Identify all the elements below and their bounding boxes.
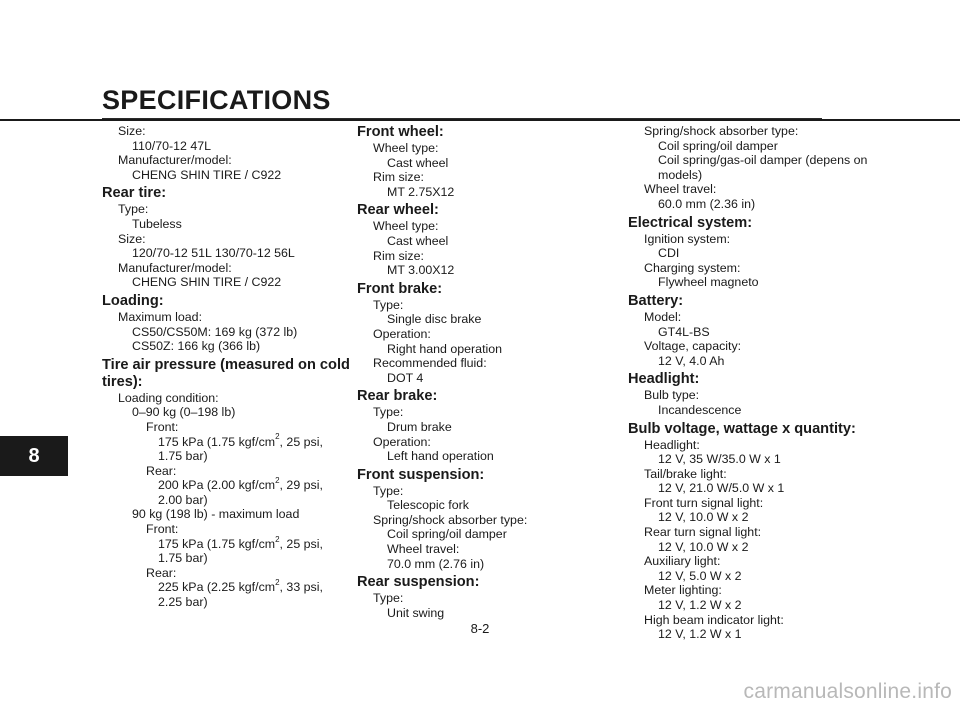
section-heading: Rear tire: <box>102 185 167 202</box>
spec-line: Right hand operation <box>387 341 503 356</box>
spec-line: Wheel travel: <box>387 542 460 557</box>
spec-line: Coil spring/gas-oil damper (depens on <box>658 153 868 168</box>
spec-line: Auxiliary light: <box>644 554 721 569</box>
spec-line: 70.0 mm (2.76 in) <box>387 556 485 571</box>
section-heading: Rear wheel: <box>357 202 439 219</box>
spec-line: 12 V, 1.2 W x 2 <box>658 598 742 613</box>
spec-column-middle <box>357 124 607 620</box>
spec-line: Rear turn signal light: <box>644 525 762 540</box>
section-heading: Tire air pressure (measured on cold <box>102 356 350 373</box>
spec-line: CS50Z: 166 kg (366 lb) <box>132 339 261 354</box>
spec-line: 200 kPa (2.00 kgf/$cm^2$, 29 psi, <box>158 476 323 493</box>
spec-line: MT 3.00X12 <box>387 263 455 278</box>
spec-line: 12 V, 4.0 Ah <box>658 353 725 368</box>
section-heading: Front brake: <box>357 280 443 297</box>
spec-line: 110/70-12 47L <box>132 138 212 153</box>
spec-line: Headlight: <box>644 437 700 452</box>
watermark: carmanualsonline.info <box>743 680 952 703</box>
spec-line: Spring/shock absorber type: <box>644 124 799 138</box>
section-heading: Rear suspension: <box>357 574 480 591</box>
spec-line: Coil spring/oil damper <box>387 527 507 542</box>
spec-line: Front turn signal light: <box>644 495 764 510</box>
spec-line: Wheel travel: <box>644 182 717 197</box>
spec-line: 60.0 mm (2.36 in) <box>658 196 756 211</box>
spec-line: Type: <box>373 591 404 606</box>
spec-column-right <box>628 124 868 642</box>
spec-column-left <box>102 124 350 610</box>
spec-line: Flywheel magneto <box>658 275 759 290</box>
spec-line: Type: <box>118 202 149 217</box>
section-heading: Front suspension: <box>357 466 485 483</box>
section-heading: Loading: <box>102 292 164 309</box>
spec-line: Ignition system: <box>644 231 731 246</box>
spec-line: 0–90 kg (0–198 lb) <box>132 405 236 420</box>
spec-line: Manufacturer/model: <box>118 260 232 275</box>
spec-line: Type: <box>373 483 404 498</box>
spec-line: Loading condition: <box>118 390 219 405</box>
spec-line: Bulb type: <box>644 388 700 403</box>
spec-line: 1.75 bar) <box>158 551 208 566</box>
spec-line: CHENG SHIN TIRE / C922 <box>132 275 282 290</box>
spec-line: GT4L-BS <box>658 324 710 339</box>
spec-line: Wheel type: <box>373 141 439 155</box>
spec-line: High beam indicator light: <box>644 612 784 627</box>
spec-line: 12 V, 10.0 W x 2 <box>658 539 749 554</box>
spec-line: Front: <box>146 522 179 537</box>
spec-line: DOT 4 <box>387 370 424 385</box>
spec-line: Cast wheel <box>387 155 449 170</box>
spec-line: 2.25 bar) <box>158 595 208 610</box>
spec-line: Size: <box>118 124 146 138</box>
spec-line: Size: <box>118 231 146 246</box>
spec-line: 225 kPa (2.25 kgf/$cm^2$, 33 psi, <box>158 578 323 595</box>
spec-line: Drum brake <box>387 419 452 434</box>
chapter-tab: 8 <box>0 436 68 476</box>
spec-line: Recommended fluid: <box>373 356 487 371</box>
spec-line: Single disc brake <box>387 312 482 327</box>
header-rule <box>0 119 960 121</box>
page-number: 8-2 <box>470 621 490 636</box>
spec-line: Rim size: <box>373 170 424 185</box>
spec-line: Unit swing <box>387 605 445 620</box>
spec-line: Left hand operation <box>387 449 494 464</box>
spec-line: Incandescence <box>658 402 742 417</box>
spec-line: Type: <box>373 405 404 420</box>
spec-line: Charging system: <box>644 260 741 275</box>
spec-line: 2.00 bar) <box>158 492 208 507</box>
section-heading: Front wheel: <box>357 124 444 140</box>
spec-line: Rear: <box>146 565 177 580</box>
section-heading: Bulb voltage, wattage x quantity: <box>628 420 856 437</box>
spec-line: Operation: <box>373 326 431 341</box>
spec-line: CHENG SHIN TIRE / C922 <box>132 167 282 182</box>
section-heading: Electrical system: <box>628 214 753 231</box>
spec-line: Telescopic fork <box>387 498 469 513</box>
spec-line: Front: <box>146 419 179 434</box>
spec-line: 175 kPa (1.75 kgf/$cm^2$, 25 psi, <box>158 432 323 449</box>
spec-line: Coil spring/oil damper <box>658 138 778 153</box>
section-heading: Rear brake: <box>357 388 438 405</box>
spec-line: Type: <box>373 297 404 312</box>
page-title: SPECIFICATIONS <box>102 85 331 115</box>
spec-line: Tail/brake light: <box>644 466 727 481</box>
spec-line: MT 2.75X12 <box>387 184 455 199</box>
spec-line: 90 kg (198 lb) - maximum load <box>132 507 300 522</box>
spec-line: 1.75 bar) <box>158 449 208 464</box>
spec-line: 12 V, 1.2 W x 1 <box>658 627 742 642</box>
spec-line: CS50/CS50M: 169 kg (372 lb) <box>132 324 298 339</box>
spec-line: Rim size: <box>373 248 424 263</box>
spec-line: 12 V, 21.0 W/5.0 W x 1 <box>658 481 785 496</box>
spec-line: 175 kPa (1.75 kgf/$cm^2$, 25 psi, <box>158 534 323 551</box>
section-heading: tires): <box>102 373 143 390</box>
spec-line: Model: <box>644 309 682 324</box>
spec-line: Maximum load: <box>118 309 203 324</box>
spec-line: CDI <box>658 246 680 261</box>
spec-line: Manufacturer/model: <box>118 153 232 168</box>
spec-line: Spring/shock absorber type: <box>373 512 528 527</box>
spec-line: Meter lighting: <box>644 583 722 598</box>
spec-line: 12 V, 35 W/35.0 W x 1 <box>658 452 781 467</box>
spec-line: models) <box>658 167 703 182</box>
spec-line: 12 V, 10.0 W x 2 <box>658 510 749 525</box>
spec-line: Rear: <box>146 463 177 478</box>
section-heading: Headlight: <box>628 371 700 388</box>
spec-line: 12 V, 5.0 W x 2 <box>658 568 742 583</box>
spec-line: Tubeless <box>132 216 182 231</box>
spec-line: Voltage, capacity: <box>644 339 742 354</box>
spec-line: Wheel type: <box>373 219 439 234</box>
spec-line: Cast wheel <box>387 233 449 248</box>
spec-line: 120/70-12 51L 130/70-12 56L <box>132 246 295 261</box>
spec-line: Operation: <box>373 434 431 449</box>
section-heading: Battery: <box>628 292 684 309</box>
